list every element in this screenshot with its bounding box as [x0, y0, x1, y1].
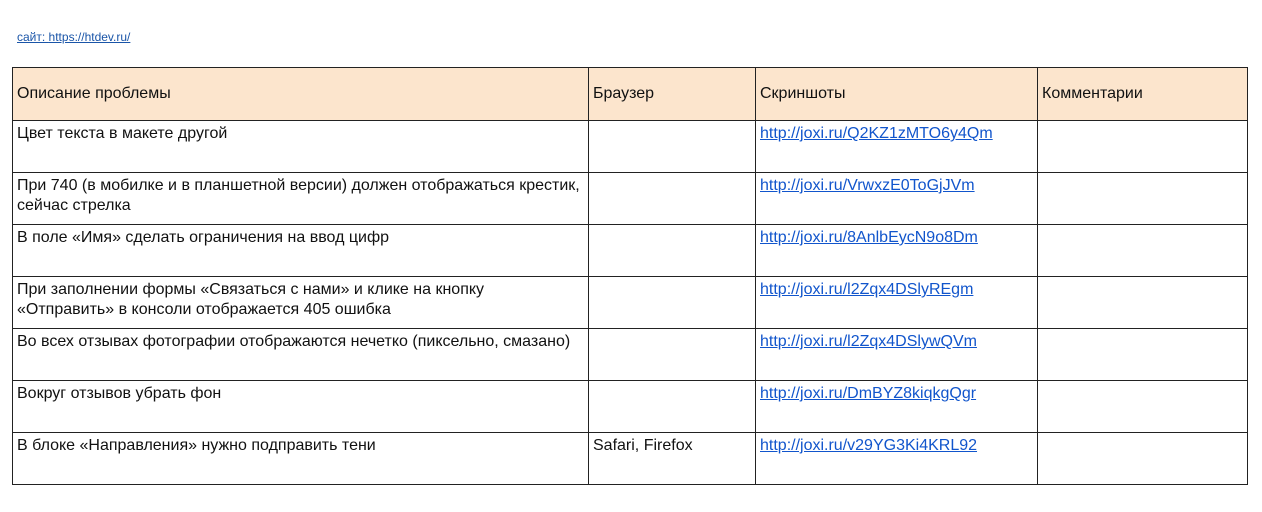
site-label: сайт: — [17, 30, 49, 44]
screenshot-link[interactable]: http://joxi.ru/l2Zqx4DSlyREgm — [760, 281, 974, 298]
screenshot-link[interactable]: http://joxi.ru/l2Zqx4DSlywQVm — [760, 333, 977, 350]
description-cell[interactable]: В блоке «Направления» нужно подправить тени — [13, 433, 589, 485]
description-cell[interactable]: Вокруг отзывов убрать фон — [13, 381, 589, 433]
screenshot-cell[interactable] — [756, 433, 1038, 485]
comment-cell[interactable] — [1038, 225, 1248, 277]
browser-cell[interactable] — [589, 329, 756, 381]
comment-cell[interactable] — [1038, 277, 1248, 329]
browser-cell[interactable] — [589, 225, 756, 277]
table-row — [13, 225, 1248, 277]
header-comments: Комментарии — [1038, 68, 1248, 121]
table-row — [13, 329, 1248, 381]
header-browser: Браузер — [589, 68, 756, 121]
table-row — [13, 433, 1248, 485]
site-url: https://htdev.ru/ — [48, 30, 131, 44]
browser-cell[interactable] — [589, 277, 756, 329]
table-row — [13, 173, 1248, 225]
header-screenshots: Скриншоты — [756, 68, 1038, 121]
table-row — [13, 381, 1248, 433]
screenshot-cell[interactable] — [756, 225, 1038, 277]
table-row — [13, 277, 1248, 329]
screenshot-link[interactable]: http://joxi.ru/Q2KZ1zMTO6y4Qm — [760, 125, 993, 142]
browser-cell[interactable] — [589, 381, 756, 433]
browser-cell[interactable]: Safari, Firefox — [589, 433, 756, 485]
comment-cell[interactable] — [1038, 121, 1248, 173]
screenshot-link[interactable]: http://joxi.ru/v29YG3Ki4KRL92 — [760, 437, 978, 454]
table-row — [13, 121, 1248, 173]
screenshot-cell[interactable] — [756, 277, 1038, 329]
description-cell[interactable]: Цвет текста в макете другой — [13, 121, 589, 173]
screenshot-link[interactable]: http://joxi.ru/8AnlbEycN9o8Dm — [760, 229, 978, 246]
description-cell[interactable]: В поле «Имя» сделать ограничения на ввод цифр — [13, 225, 589, 277]
description-cell[interactable]: Во всех отзывах фотографии отображаются нечетко (пиксельно, смазано) — [13, 329, 589, 381]
comment-cell[interactable] — [1038, 329, 1248, 381]
comment-cell[interactable] — [1038, 433, 1248, 485]
site-url-line — [17, 30, 130, 44]
comment-cell[interactable] — [1038, 381, 1248, 433]
screenshot-cell[interactable] — [756, 173, 1038, 225]
description-cell[interactable]: При заполнении формы «Связаться с нами» и клике на кнопку «Отправить» в консоли отображается 405 ошибка — [13, 277, 589, 329]
bug-report-table — [12, 67, 1248, 485]
comment-cell[interactable] — [1038, 173, 1248, 225]
browser-cell[interactable] — [589, 121, 756, 173]
table-header-row — [13, 68, 1248, 121]
description-cell[interactable]: При 740 (в мобилке и в планшетной версии) должен отображаться крестик, сейчас стрелка — [13, 173, 589, 225]
site-link[interactable] — [17, 30, 130, 44]
browser-cell[interactable] — [589, 173, 756, 225]
screenshot-link[interactable]: http://joxi.ru/VrwxzE0ToGjJVm — [760, 177, 975, 194]
screenshot-cell[interactable] — [756, 121, 1038, 173]
screenshot-link[interactable]: http://joxi.ru/DmBYZ8kiqkgQgr — [760, 385, 977, 402]
screenshot-cell[interactable] — [756, 381, 1038, 433]
screenshot-cell[interactable] — [756, 329, 1038, 381]
header-description: Описание проблемы — [13, 68, 589, 121]
